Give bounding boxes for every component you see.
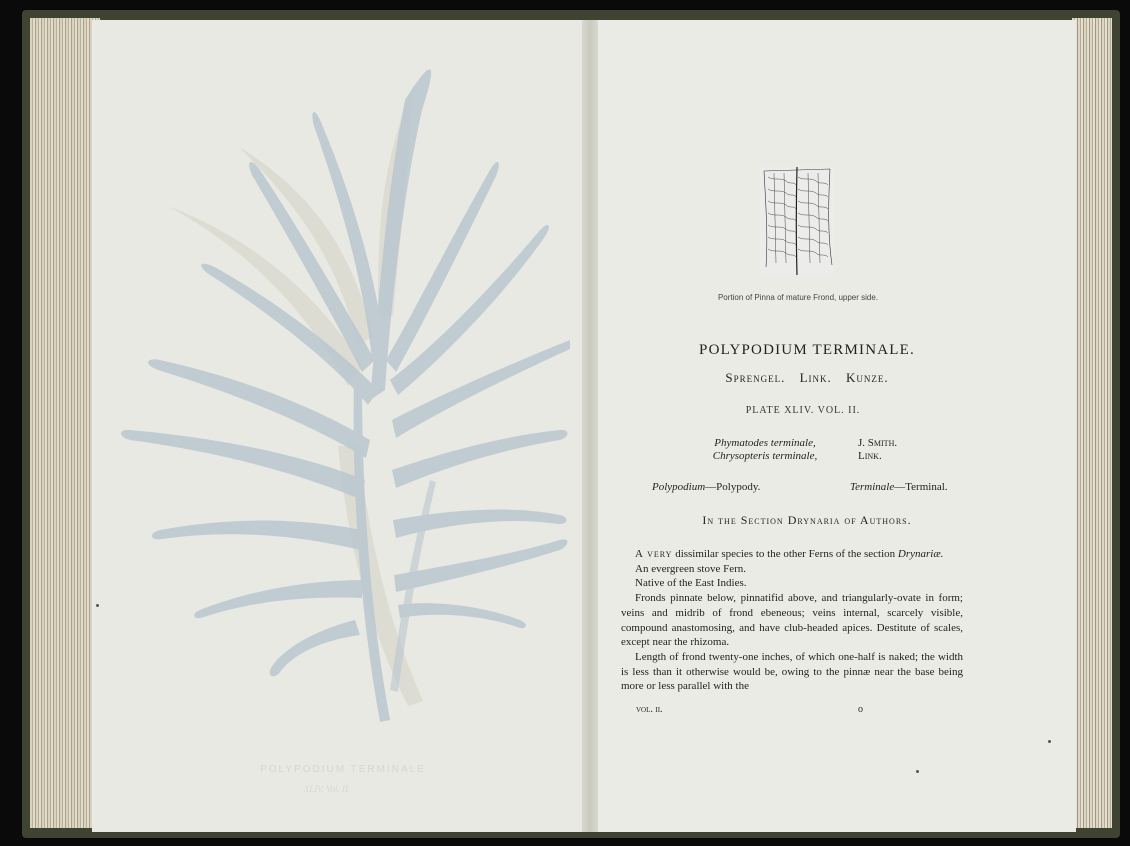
signature-mark: o (858, 704, 863, 715)
genus-name: Polypodium (652, 481, 706, 493)
synonym-authors (858, 437, 918, 463)
paragraph-1-lead: A very (635, 548, 673, 560)
speck-mark (96, 604, 99, 607)
author-sprengel: Sprengel. (725, 370, 786, 385)
paragraph-1 (621, 547, 963, 562)
plate-reference: PLATE XLIV. VOL. II. (745, 405, 861, 416)
author-line (598, 370, 1016, 386)
paragraph-4: Fronds pinnate below, pinnatifid above, and triangularly-ovate in form; veins and midrib of frond ebeneous; veins internal, scarcely visible, compound anastomosing, and have club-headed apices. Destitute of scales, except near the rhizoma. (621, 592, 963, 649)
synonym-names (690, 437, 840, 463)
paragraph-5: Length of frond twenty-one inches, of which one-half is naked; the width is less than it otherwise would be, owing to the pinnæ near the base being more or less parallel with the (621, 650, 963, 693)
page-title: POLYPODIUM TERMINALE. (699, 342, 915, 358)
etymology-genus (652, 481, 760, 493)
pinna-detail-figure (760, 167, 834, 275)
speck-mark (1048, 740, 1051, 743)
page-edges-left (30, 18, 100, 828)
volume-footer: vol. ii. (636, 704, 663, 715)
synonym-2-author: Link. (858, 450, 882, 462)
plate-ghost-title: POLYPODIUM TERMINALE (260, 764, 426, 775)
synonym-1-author: J. Smith. (858, 437, 898, 449)
right-page-text (598, 20, 1076, 832)
author-link: Link. (799, 370, 832, 385)
description-text (621, 547, 963, 694)
species-name: Terminale (850, 481, 895, 493)
genus-meaning: —Polypody. (705, 481, 761, 493)
section-heading: In the Section Drynaria of Authors. (702, 513, 912, 527)
species-meaning: —Terminal. (894, 481, 948, 493)
plate-ghost-subtitle: XLIV. Vol. II. (303, 784, 351, 794)
paragraph-1-rest: dissimilar species to the other Ferns of the section (672, 548, 896, 560)
etymology-species (850, 481, 948, 493)
speck-mark (916, 770, 919, 773)
paragraph-1-italic: Drynariæ. (897, 548, 944, 560)
synonym-1-name: Phymatodes terminale, (714, 437, 816, 449)
synonym-2-name: Chrysopteris terminale, (712, 450, 818, 462)
fern-plate-illustration (100, 60, 570, 760)
author-kunze: Kunze. (846, 370, 889, 385)
figure-caption: Portion of Pinna of mature Frond, upper side. (717, 293, 879, 302)
page-edges-right (1072, 18, 1112, 828)
paragraph-3: Native of the East Indies. (635, 577, 747, 590)
paragraph-2: An evergreen stove Fern. (635, 562, 746, 575)
